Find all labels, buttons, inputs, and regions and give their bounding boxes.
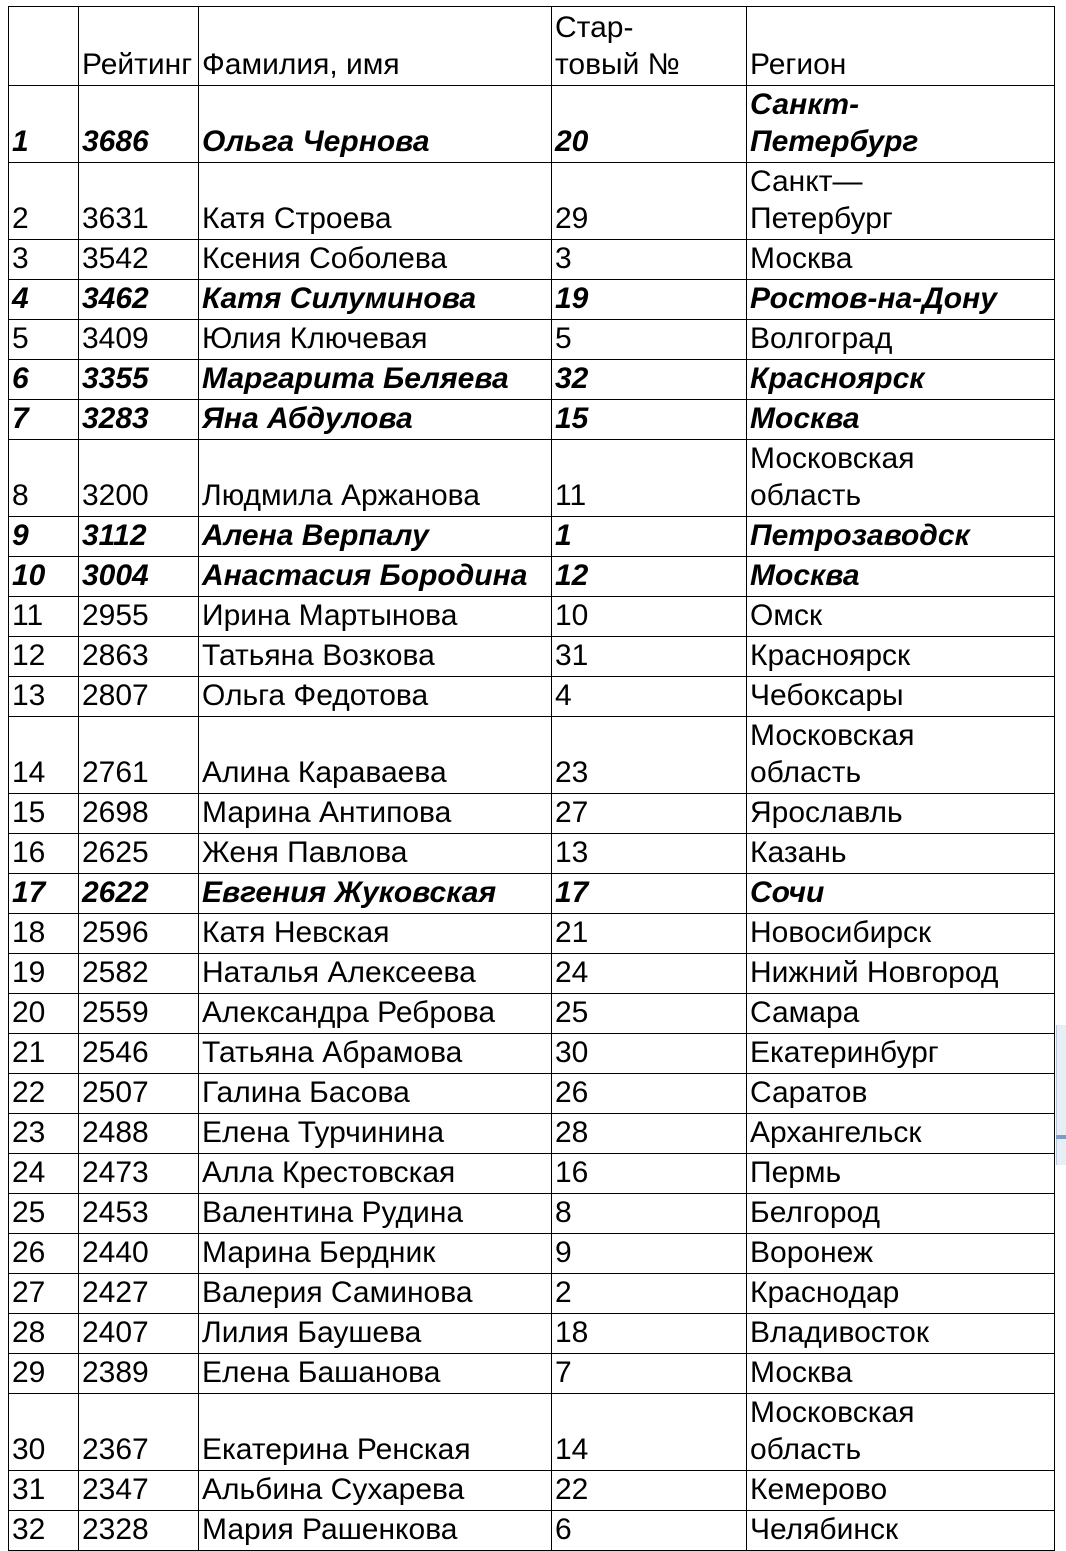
cell-name: Женя Павлова xyxy=(199,834,552,874)
cell-region: Петрозаводск xyxy=(747,517,1055,557)
cell-rating: 3283 xyxy=(79,400,199,440)
cell-place: 6 xyxy=(9,360,79,400)
cell-start-number: 3 xyxy=(552,240,747,280)
cell-name: Ксения Соболева xyxy=(199,240,552,280)
cell-place: 14 xyxy=(9,717,79,794)
cell-region: Новосибирск xyxy=(747,914,1055,954)
cell-name: Алина Караваева xyxy=(199,717,552,794)
cell-region: Саратов xyxy=(747,1074,1055,1114)
cell-region: Санкт- Петербург xyxy=(747,86,1055,163)
cell-place: 32 xyxy=(9,1511,79,1551)
cell-start-number: 9 xyxy=(552,1234,747,1274)
cell-name: Наталья Алексеева xyxy=(199,954,552,994)
cell-place: 18 xyxy=(9,914,79,954)
table-row xyxy=(9,360,1055,400)
table-row xyxy=(9,320,1055,360)
cell-start-number: 26 xyxy=(552,1074,747,1114)
cell-rating: 2546 xyxy=(79,1034,199,1074)
cell-region: Краснодар xyxy=(747,1274,1055,1314)
cell-name: Катя Строева xyxy=(199,163,552,240)
cell-name: Елена Турчинина xyxy=(199,1114,552,1154)
cell-region: Казань xyxy=(747,834,1055,874)
cell-name: Ольга Чернова xyxy=(199,86,552,163)
cell-region: Красноярск xyxy=(747,637,1055,677)
cell-name: Алла Крестовская xyxy=(199,1154,552,1194)
cell-name: Ольга Федотова xyxy=(199,677,552,717)
cell-rating: 2328 xyxy=(79,1511,199,1551)
cell-start-number: 22 xyxy=(552,1471,747,1511)
cell-start-number: 2 xyxy=(552,1274,747,1314)
cell-place: 5 xyxy=(9,320,79,360)
cell-place: 17 xyxy=(9,874,79,914)
cell-name: Марина Бердник xyxy=(199,1234,552,1274)
header-region: Регион xyxy=(747,7,1055,86)
cell-place: 25 xyxy=(9,1194,79,1234)
cell-region: Кемерово xyxy=(747,1471,1055,1511)
table-row xyxy=(9,1354,1055,1394)
cell-name: Лилия Баушева xyxy=(199,1314,552,1354)
cell-place: 27 xyxy=(9,1274,79,1314)
cell-place: 9 xyxy=(9,517,79,557)
cell-place: 15 xyxy=(9,794,79,834)
header-row xyxy=(9,7,1055,86)
cell-start-number: 17 xyxy=(552,874,747,914)
cell-start-number: 10 xyxy=(552,597,747,637)
cell-place: 11 xyxy=(9,597,79,637)
cell-rating: 2488 xyxy=(79,1114,199,1154)
table-row xyxy=(9,1394,1055,1471)
cell-name: Людмила Аржанова xyxy=(199,440,552,517)
cell-region: Пермь xyxy=(747,1154,1055,1194)
cell-name: Ирина Мартынова xyxy=(199,597,552,637)
cell-place: 28 xyxy=(9,1314,79,1354)
cell-region: Ярославль xyxy=(747,794,1055,834)
cell-name: Галина Басова xyxy=(199,1074,552,1114)
cell-rating: 3355 xyxy=(79,360,199,400)
cell-region: Москва xyxy=(747,1354,1055,1394)
cell-rating: 2596 xyxy=(79,914,199,954)
cell-name: Алена Верпалу xyxy=(199,517,552,557)
side-window-fragment xyxy=(1056,1025,1066,1165)
cell-start-number: 29 xyxy=(552,163,747,240)
table-row xyxy=(9,1471,1055,1511)
table-row xyxy=(9,1314,1055,1354)
cell-rating: 2761 xyxy=(79,717,199,794)
cell-rating: 2347 xyxy=(79,1471,199,1511)
cell-start-number: 16 xyxy=(552,1154,747,1194)
cell-name: Елена Башанова xyxy=(199,1354,552,1394)
cell-region: Самара xyxy=(747,994,1055,1034)
cell-name: Альбина Сухарева xyxy=(199,1471,552,1511)
cell-start-number: 5 xyxy=(552,320,747,360)
side-window-strip xyxy=(1056,1135,1066,1139)
table-row xyxy=(9,1234,1055,1274)
cell-start-number: 19 xyxy=(552,280,747,320)
cell-start-number: 28 xyxy=(552,1114,747,1154)
cell-rating: 2625 xyxy=(79,834,199,874)
cell-rating: 3542 xyxy=(79,240,199,280)
cell-name: Маргарита Беляева xyxy=(199,360,552,400)
table-row xyxy=(9,240,1055,280)
table-row xyxy=(9,440,1055,517)
table-row xyxy=(9,914,1055,954)
cell-place: 8 xyxy=(9,440,79,517)
cell-start-number: 13 xyxy=(552,834,747,874)
cell-region: Белгород xyxy=(747,1194,1055,1234)
cell-rating: 2440 xyxy=(79,1234,199,1274)
cell-rating: 2507 xyxy=(79,1074,199,1114)
cell-place: 26 xyxy=(9,1234,79,1274)
table-row xyxy=(9,557,1055,597)
table-row xyxy=(9,597,1055,637)
cell-place: 29 xyxy=(9,1354,79,1394)
cell-rating: 2427 xyxy=(79,1274,199,1314)
cell-name: Евгения Жуковская xyxy=(199,874,552,914)
cell-start-number: 23 xyxy=(552,717,747,794)
cell-rating: 2863 xyxy=(79,637,199,677)
cell-place: 30 xyxy=(9,1394,79,1471)
table-row xyxy=(9,517,1055,557)
cell-start-number: 30 xyxy=(552,1034,747,1074)
cell-place: 7 xyxy=(9,400,79,440)
table-row xyxy=(9,717,1055,794)
cell-region: Омск xyxy=(747,597,1055,637)
cell-name: Мария Рашенкова xyxy=(199,1511,552,1551)
header-start-number-text: Стар- товый № xyxy=(555,11,680,81)
cell-place: 4 xyxy=(9,280,79,320)
table-row xyxy=(9,794,1055,834)
cell-name: Марина Антипова xyxy=(199,794,552,834)
ratings-table xyxy=(8,6,1055,1551)
cell-rating: 2698 xyxy=(79,794,199,834)
table-row xyxy=(9,400,1055,440)
table-row xyxy=(9,163,1055,240)
table-row xyxy=(9,86,1055,163)
cell-rating: 2367 xyxy=(79,1394,199,1471)
table-row xyxy=(9,637,1055,677)
table-row xyxy=(9,1074,1055,1114)
cell-start-number: 8 xyxy=(552,1194,747,1234)
table-body xyxy=(9,7,1055,1551)
cell-place: 21 xyxy=(9,1034,79,1074)
cell-start-number: 4 xyxy=(552,677,747,717)
table-row xyxy=(9,677,1055,717)
cell-region: Екатеринбург xyxy=(747,1034,1055,1074)
cell-region: Владивосток xyxy=(747,1314,1055,1354)
table-row xyxy=(9,954,1055,994)
cell-name: Яна Абдулова xyxy=(199,400,552,440)
cell-region: Сочи xyxy=(747,874,1055,914)
cell-start-number: 14 xyxy=(552,1394,747,1471)
cell-rating: 3631 xyxy=(79,163,199,240)
table-row xyxy=(9,1511,1055,1551)
cell-rating: 3462 xyxy=(79,280,199,320)
cell-region: Московская область xyxy=(747,1394,1055,1471)
cell-name: Александра Реброва xyxy=(199,994,552,1034)
table-row xyxy=(9,280,1055,320)
cell-start-number: 1 xyxy=(552,517,747,557)
cell-rating: 2559 xyxy=(79,994,199,1034)
cell-start-number: 31 xyxy=(552,637,747,677)
cell-place: 22 xyxy=(9,1074,79,1114)
cell-place: 3 xyxy=(9,240,79,280)
cell-start-number: 32 xyxy=(552,360,747,400)
table-row xyxy=(9,1194,1055,1234)
cell-place: 19 xyxy=(9,954,79,994)
cell-name: Юлия Ключевая xyxy=(199,320,552,360)
cell-name: Екатерина Ренская xyxy=(199,1394,552,1471)
table-row xyxy=(9,834,1055,874)
header-place xyxy=(9,7,79,86)
cell-rating: 3004 xyxy=(79,557,199,597)
cell-region: Архангельск xyxy=(747,1114,1055,1154)
cell-place: 1 xyxy=(9,86,79,163)
cell-rating: 2807 xyxy=(79,677,199,717)
cell-place: 10 xyxy=(9,557,79,597)
cell-name: Валентина Рудина xyxy=(199,1194,552,1234)
cell-rating: 3200 xyxy=(79,440,199,517)
cell-place: 23 xyxy=(9,1114,79,1154)
table-row xyxy=(9,1274,1055,1314)
cell-place: 13 xyxy=(9,677,79,717)
header-name: Фамилия, имя xyxy=(199,7,552,86)
cell-rating: 2407 xyxy=(79,1314,199,1354)
cell-place: 16 xyxy=(9,834,79,874)
cell-region: Нижний Новгород xyxy=(747,954,1055,994)
cell-start-number: 7 xyxy=(552,1354,747,1394)
cell-rating: 2622 xyxy=(79,874,199,914)
cell-name: Катя Силуминова xyxy=(199,280,552,320)
table-row xyxy=(9,994,1055,1034)
header-rating: Рейтинг xyxy=(79,7,199,86)
cell-name: Татьяна Возкова xyxy=(199,637,552,677)
cell-start-number: 27 xyxy=(552,794,747,834)
cell-rating: 2582 xyxy=(79,954,199,994)
cell-start-number: 21 xyxy=(552,914,747,954)
cell-rating: 2389 xyxy=(79,1354,199,1394)
cell-rating: 3112 xyxy=(79,517,199,557)
cell-region: Московская область xyxy=(747,717,1055,794)
cell-rating: 2453 xyxy=(79,1194,199,1234)
cell-place: 31 xyxy=(9,1471,79,1511)
cell-place: 20 xyxy=(9,994,79,1034)
cell-region: Челябинск xyxy=(747,1511,1055,1551)
table-row xyxy=(9,1114,1055,1154)
table-row xyxy=(9,1034,1055,1074)
cell-start-number: 12 xyxy=(552,557,747,597)
cell-start-number: 24 xyxy=(552,954,747,994)
cell-rating: 2955 xyxy=(79,597,199,637)
cell-start-number: 11 xyxy=(552,440,747,517)
cell-start-number: 6 xyxy=(552,1511,747,1551)
cell-region: Москва xyxy=(747,240,1055,280)
cell-name: Катя Невская xyxy=(199,914,552,954)
cell-rating: 3686 xyxy=(79,86,199,163)
cell-place: 24 xyxy=(9,1154,79,1194)
cell-start-number: 20 xyxy=(552,86,747,163)
cell-region: Московская область xyxy=(747,440,1055,517)
cell-region: Волгоград xyxy=(747,320,1055,360)
header-start-number xyxy=(552,7,747,86)
cell-name: Татьяна Абрамова xyxy=(199,1034,552,1074)
cell-rating: 2473 xyxy=(79,1154,199,1194)
cell-start-number: 18 xyxy=(552,1314,747,1354)
cell-place: 2 xyxy=(9,163,79,240)
cell-rating: 3409 xyxy=(79,320,199,360)
table-row xyxy=(9,874,1055,914)
cell-region: Москва xyxy=(747,400,1055,440)
cell-region: Москва xyxy=(747,557,1055,597)
cell-region: Воронеж xyxy=(747,1234,1055,1274)
cell-region: Чебоксары xyxy=(747,677,1055,717)
cell-region: Санкт— Петербург xyxy=(747,163,1055,240)
cell-start-number: 25 xyxy=(552,994,747,1034)
cell-name: Анастасия Бородина xyxy=(199,557,552,597)
cell-region: Ростов-на-Дону xyxy=(747,280,1055,320)
cell-start-number: 15 xyxy=(552,400,747,440)
table-row xyxy=(9,1154,1055,1194)
cell-name: Валерия Саминова xyxy=(199,1274,552,1314)
cell-region: Красноярск xyxy=(747,360,1055,400)
cell-place: 12 xyxy=(9,637,79,677)
